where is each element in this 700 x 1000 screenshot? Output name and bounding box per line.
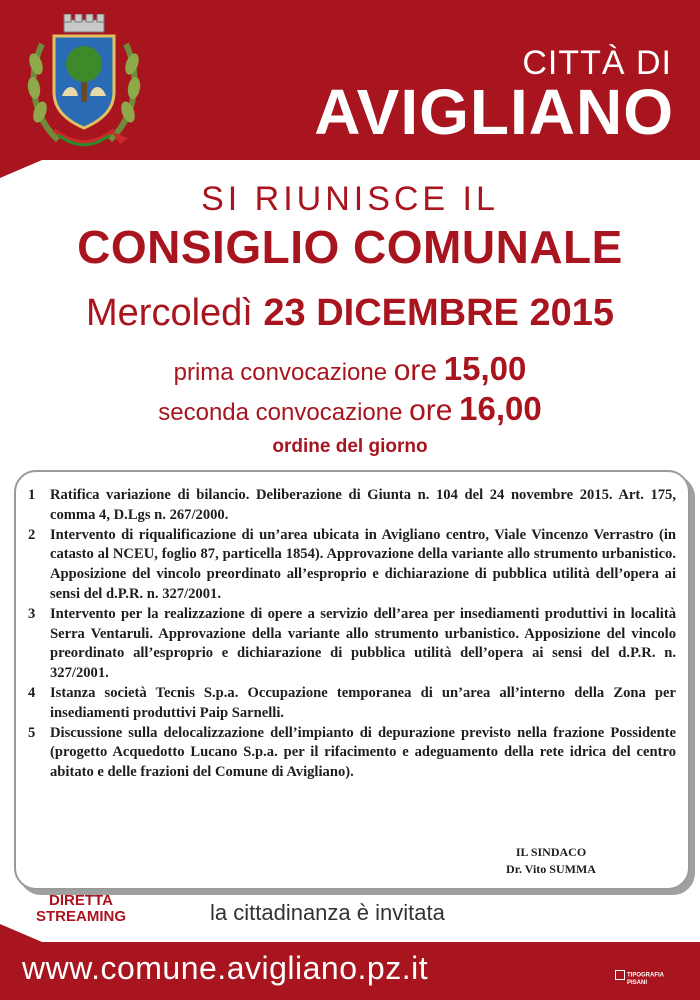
agenda-item-text: Istanza società Tecnis S.p.a. Occupazione temporanea di un’area all’interno della Zona per insediamenti produttivi Paip Sarnelli.: [50, 684, 676, 721]
streaming-line1: DIRETTA: [49, 892, 113, 909]
first-call: [0, 350, 700, 388]
agenda-item-text: Ratifica variazione di bilancio. Deliberazione di Giunta n. 104 del 24 novembre 2015. Art. 175, comma 4, D.Lgs n. 267/2000.: [50, 487, 676, 523]
meeting-date: [0, 292, 700, 335]
second-call-label: seconda convocazione: [158, 399, 403, 426]
first-call-label: prima convocazione: [173, 359, 388, 386]
streaming-line2: STREAMING: [36, 908, 126, 925]
agenda-box: [14, 470, 690, 890]
meeting-intro: SI RIUNISCE IL: [201, 180, 499, 218]
agenda-list: [28, 486, 676, 783]
second-call: [0, 390, 700, 428]
agenda-item: [28, 724, 676, 783]
agenda-item: [28, 526, 676, 605]
agenda-item-text: Intervento di riqualificazione di un’area ubicata in Avigliano centro, Viale Vincenzo Verrastro (in catasto al NCEU, foglio 87, particella 1854). Approvazione della variante allo strumento urbanistico. Apposizione del vincolo preordinato all’esproprio e dichiarazione di pubblica utilità dell’opera ai sensi del d.P.R. n. 327/2001.: [50, 526, 676, 602]
second-call-time: 16,00: [459, 390, 542, 427]
first-call-time: 15,00: [443, 350, 527, 387]
first-call-ore: ore: [393, 354, 438, 387]
footer-notch: [0, 924, 42, 942]
meeting-title: CONSIGLIO COMUNALE: [77, 221, 623, 273]
agenda-item-number: 5: [28, 724, 36, 741]
printer-name-line2: PISANI: [627, 980, 648, 986]
agenda-item-number: 2: [28, 526, 36, 543]
city-label: CITTÀ DI: [522, 44, 672, 82]
coat-of-arms-icon: [24, 14, 144, 154]
agenda-item-text: Intervento per la realizzazione di opere a servizio dell’area per insediamenti produttivi in località Serra Ventaruli. Approvazione della variante allo strumento urbanistico. Apposizione del vincolo preordinato all’esproprio e dichiarazione di pubblica utilità dell’opera ai sensi del d.P.R. n. 327/2001.: [50, 605, 676, 682]
printer-mark-icon: [615, 970, 625, 980]
second-call-ore: ore: [409, 394, 453, 427]
invitation-text: la cittadinanza è invitata: [210, 900, 445, 925]
agenda-item-number: 1: [28, 487, 36, 503]
mayor-name: Dr. Vito SUMMA: [506, 862, 596, 876]
meeting-weekday: Mercoledì: [86, 292, 253, 334]
printer-name-line1: TIPOGRAFIA: [627, 972, 664, 979]
website-link[interactable]: www.comune.avigliano.pz.it: [22, 950, 429, 986]
agenda-item: [28, 605, 676, 684]
agenda-heading: ordine del giorno: [272, 436, 428, 457]
meeting-date-value: 23 DICEMBRE 2015: [263, 292, 614, 334]
mayor-role: IL SINDACO: [515, 845, 587, 859]
header-notch: [0, 160, 42, 178]
printer-logo-icon: [615, 970, 664, 987]
agenda-item: [28, 486, 676, 526]
streaming-badge: [36, 893, 126, 925]
agenda-item-text: Discussione sulla delocalizzazione dell’impianto di depurazione previsto nella frazione Possidente (progetto Acquedotto Lucano S.p.a. per il rifacimento e adeguamento della rete idrica del centro abitato e delle frazioni del Comune di Avigliano).: [50, 724, 676, 781]
agenda-item: [28, 684, 676, 724]
mayor-signature: [476, 844, 626, 878]
agenda-item-number: 4: [28, 684, 36, 701]
agenda-item-number: 3: [28, 605, 36, 622]
city-name: AVIGLIANO: [314, 76, 674, 148]
